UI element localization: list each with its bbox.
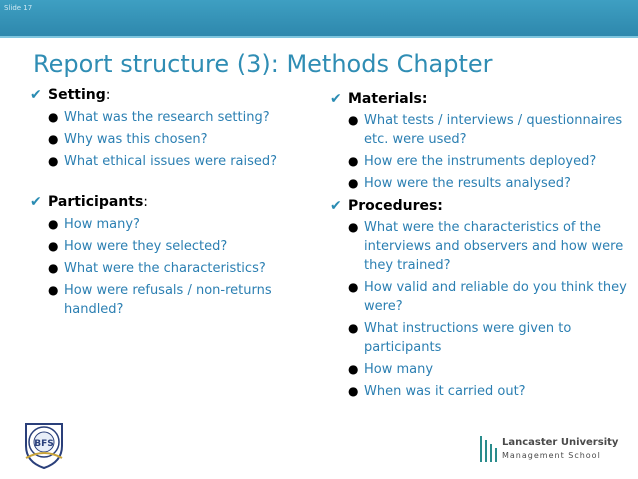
bullet-icon: ●	[348, 154, 359, 168]
list-item: ● What ethical issues were raised?	[48, 154, 278, 169]
list-item: ● What were the characteristics of the interviews and observers and how were they trained?	[348, 220, 624, 273]
section-heading-label: Participants	[48, 194, 144, 210]
management-school-name: Management School	[502, 451, 601, 460]
bullet-icon: ●	[348, 220, 359, 234]
bullet-icon: ●	[348, 176, 359, 190]
list-item: ● How many	[348, 362, 434, 377]
bfs-logo-letters: BFS	[34, 439, 54, 449]
section-heading-suffix: :	[105, 87, 111, 103]
header-bar	[0, 0, 638, 36]
bullet-list	[30, 108, 315, 171]
list-item: ● What instructions were given to participants	[348, 321, 572, 355]
check-bullet-icon: ✔	[30, 87, 42, 103]
list-item: ● How valid and reliable do you think they were?	[348, 280, 627, 314]
bullet-icon: ●	[348, 113, 359, 127]
bullet-icon: ●	[48, 110, 59, 124]
section-materials	[330, 90, 630, 193]
right-column	[330, 90, 630, 404]
check-bullet-icon: ✔	[30, 194, 42, 210]
slide-number: Slide 17	[4, 4, 33, 12]
section-heading-suffix: :	[143, 194, 149, 210]
bullet-icon: ●	[48, 154, 59, 168]
list-item: ● What were the characteristics?	[48, 261, 266, 276]
bullet-icon: ●	[348, 384, 359, 398]
bullet-icon: ●	[348, 321, 359, 335]
lancaster-crest-icon	[476, 434, 500, 464]
bullet-list	[330, 111, 630, 193]
list-item: ● Why was this chosen?	[48, 132, 208, 147]
bullet-icon: ●	[48, 239, 59, 253]
section-heading-label: Setting	[48, 87, 106, 103]
bullet-list	[30, 215, 315, 319]
bfs-crest-logo	[22, 418, 66, 470]
bullet-icon: ●	[348, 280, 359, 294]
bullet-icon: ●	[48, 283, 59, 297]
bullet-icon: ●	[348, 362, 359, 376]
section-heading	[330, 197, 630, 216]
check-bullet-icon: ✔	[330, 91, 342, 107]
section-heading	[330, 90, 630, 109]
list-item: ● How were they selected?	[48, 239, 228, 254]
header-divider	[0, 36, 638, 38]
bullet-icon: ●	[48, 261, 59, 275]
list-item: ● When was it carried out?	[348, 384, 526, 399]
bullet-icon: ●	[48, 217, 59, 231]
slide-title: Report structure (3): Methods Chapter	[33, 50, 493, 78]
section-heading-label: Materials:	[348, 91, 428, 107]
section-participants	[30, 193, 315, 319]
section-heading	[30, 193, 315, 212]
list-item: ● How were refusals / non-returns handled?	[48, 283, 272, 317]
section-setting	[30, 86, 315, 171]
list-item: ● What was the research setting?	[48, 110, 270, 125]
list-item: ● How were the results analysed?	[348, 176, 571, 191]
left-column	[30, 86, 315, 322]
section-heading	[30, 86, 315, 105]
lancaster-university-name: Lancaster University	[502, 437, 619, 448]
list-item: ● What tests / interviews / questionnaires etc. were used?	[348, 113, 623, 147]
section-procedures	[330, 197, 630, 401]
list-item: ● How ere the instruments deployed?	[348, 154, 597, 169]
check-bullet-icon: ✔	[330, 198, 342, 214]
section-heading-label: Procedures:	[348, 198, 443, 214]
bullet-icon: ●	[48, 132, 59, 146]
list-item: ● How many?	[48, 217, 140, 232]
bullet-list	[330, 218, 630, 401]
